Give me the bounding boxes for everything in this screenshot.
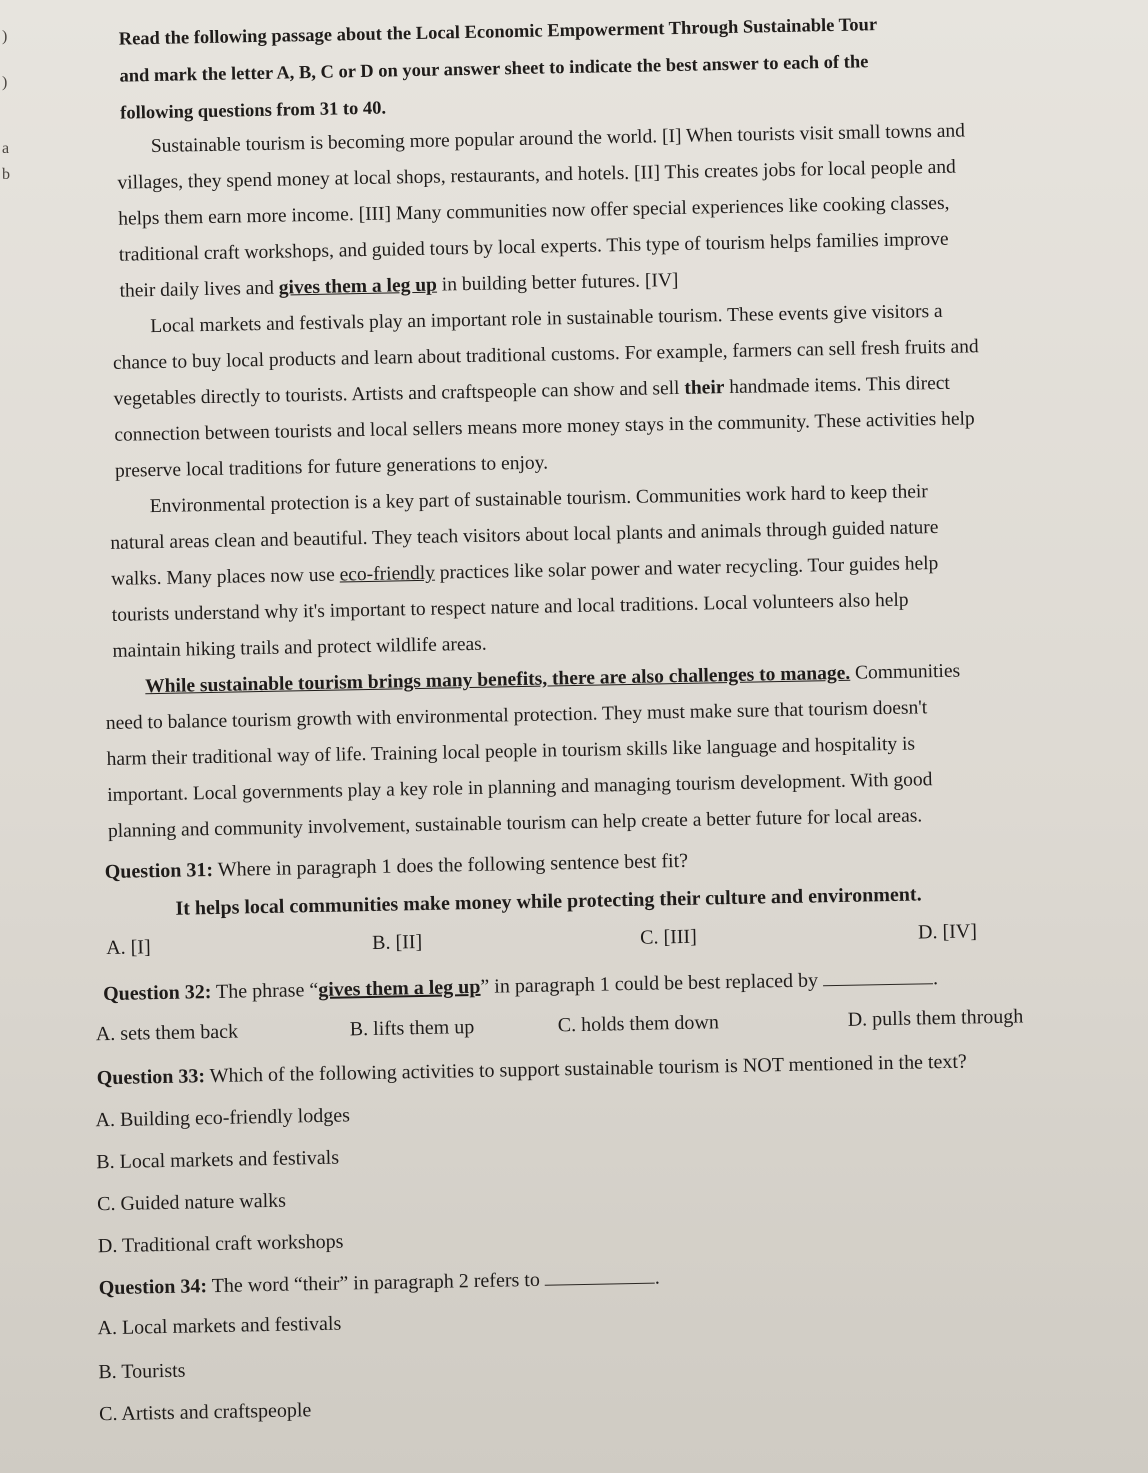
question-33-option-c[interactable]: C. Guided nature walks: [96, 1189, 287, 1216]
paragraph-3-text: practices like solar power and water recycling. Tour guides help: [434, 553, 939, 584]
question-31-option-d[interactable]: D. [IV]: [917, 920, 978, 944]
answer-blank[interactable]: [823, 965, 933, 986]
instructions-line-1: Read the following passage about the Local Economic Empowerment Through Sustainable Tour: [118, 15, 878, 50]
paragraph-4-line-3: harm their traditional way of life. Training local people in tourism skills like language and hospitality is: [106, 733, 916, 771]
paragraph-1-line-5: [119, 268, 678, 305]
question-31-text: Where in paragraph 1 does the following sentence best fit?: [212, 849, 689, 881]
question-34-option-a[interactable]: A. Local markets and festivals: [97, 1312, 342, 1340]
margin-mark: a: [2, 140, 10, 157]
question-33-option-b[interactable]: B. Local markets and festivals: [96, 1146, 340, 1174]
question-32-option-a[interactable]: A. sets them back: [95, 1020, 239, 1046]
question-34-option-b[interactable]: B. Tourists: [98, 1359, 186, 1384]
paragraph-2-line-1: Local markets and festivals play an important role in sustainable tourism. These events give visitors a: [150, 300, 943, 338]
question-32-option-d[interactable]: D. pulls them through: [847, 1005, 1024, 1031]
paragraph-1-text: in building better futures. [IV]: [436, 269, 679, 296]
paragraph-4-line-1: [145, 659, 960, 701]
paragraph-3-text: walks. Many places now use: [110, 564, 340, 590]
question-32: [103, 965, 938, 1007]
question-32-option-c[interactable]: C. holds them down: [557, 1011, 720, 1037]
margin-mark: b: [2, 166, 10, 183]
question-31-option-b[interactable]: B. [II]: [371, 930, 423, 954]
instructions-line-2: and mark the letter A, B, C or D on your answer sheet to indicate the best answer to each of the: [119, 52, 869, 87]
question-33-option-a[interactable]: A. Building eco-friendly lodges: [95, 1104, 351, 1132]
question-32-phrase: gives them a leg up: [318, 975, 481, 1001]
word-their: their: [684, 377, 725, 399]
paragraph-1-line-4: traditional craft workshops, and guided tours by local experts. This type of tourism helps families improve: [118, 228, 949, 266]
sentence-challenges: While sustainable tourism brings many benefits, there are also challenges to manage.: [145, 662, 851, 698]
question-31: [105, 848, 689, 885]
paragraph-4-line-5: planning and community involvement, sustainable tourism can help create a better future for local areas.: [107, 805, 923, 842]
question-32-label: Question 32:: [102, 981, 212, 1006]
question-34-label: Question 34:: [98, 1275, 208, 1300]
question-31-sentence: It helps local communities make money while protecting their culture and environment.: [175, 883, 922, 920]
question-34-end: .: [654, 1266, 661, 1289]
question-32-text: The phrase “: [211, 978, 319, 1004]
paragraph-2-line-4: connection between tourists and local sellers means more money stays in the community. These activities help: [114, 408, 975, 446]
question-32-text: ” in paragraph 1 could be best replaced by: [480, 969, 824, 998]
paragraph-2-line-3: [113, 371, 950, 413]
question-31-option-c[interactable]: C. [III]: [639, 925, 697, 949]
paragraph-3-line-2: natural areas clean and beautiful. They teach visitors about local plants and animals through guided nature: [110, 517, 939, 554]
margin-mark: ): [2, 74, 8, 91]
question-33-label: Question 33:: [96, 1065, 206, 1090]
paragraph-4-line-2: need to balance tourism growth with environmental protection. They must make sure that tourism doesn't: [105, 697, 928, 735]
margin-mark: ): [2, 28, 8, 45]
question-31-label: Question 31:: [104, 858, 214, 884]
paragraph-2-text: vegetables directly to tourists. Artists and craftspeople can show and sell: [113, 377, 685, 410]
question-33-text: Which of the following activities to support sustainable tourism is NOT mentioned in the text?: [204, 1050, 968, 1088]
paragraph-1-text: their daily lives and: [119, 277, 279, 302]
question-32-option-b[interactable]: B. lifts them up: [349, 1016, 475, 1041]
paragraph-1-line-1: Sustainable tourism is becoming more popular around the world. [I] When tourists visit small towns and: [150, 120, 966, 158]
paragraph-2-line-2: chance to buy local products and learn about traditional customs. For example, farmers can sell fresh fruits and: [112, 336, 979, 374]
paragraph-1-line-2: villages, they spend money at local shops, restaurants, and hotels. [II] This creates jobs for local people and: [117, 156, 957, 194]
word-eco-friendly: eco-friendly: [339, 562, 436, 586]
question-32-end: .: [932, 967, 939, 990]
margin-marks: [0, 0, 30, 320]
paragraph-3-line-5: maintain hiking trails and protect wildlife areas.: [112, 633, 487, 662]
paragraph-2-text: handmade items. This direct: [724, 372, 951, 399]
question-33-option-d[interactable]: D. Traditional craft workshops: [97, 1230, 344, 1258]
question-31-option-a[interactable]: A. [I]: [105, 936, 151, 960]
instructions-line-3: following questions from 31 to 40.: [120, 98, 387, 124]
paragraph-4-text: Communities: [849, 660, 961, 684]
answer-blank[interactable]: [545, 1265, 655, 1286]
phrase-leg-up: gives them a leg up: [278, 274, 438, 299]
paragraph-4-line-4: important. Local governments play a key role in planning and managing tourism development. With good: [107, 769, 933, 807]
question-33: [96, 1049, 967, 1092]
paragraph-1-line-3: helps them earn more income. [III] Many communities now offer special experiences like cooking classes,: [118, 192, 950, 230]
question-34-text: The word “their” in paragraph 2 refers to: [206, 1268, 546, 1298]
question-34-option-c[interactable]: C. Artists and craftspeople: [98, 1399, 312, 1426]
paragraph-3-line-4: tourists understand why it's important to respect nature and local traditions. Local volunteers also help: [111, 589, 909, 626]
question-34: [98, 1264, 660, 1301]
paragraph-3-line-3: [111, 551, 939, 593]
paragraph-3-line-1: Environmental protection is a key part of sustainable tourism. Communities work hard to keep their: [149, 481, 929, 518]
paragraph-2-line-5: preserve local traditions for future generations to enjoy.: [114, 452, 549, 482]
